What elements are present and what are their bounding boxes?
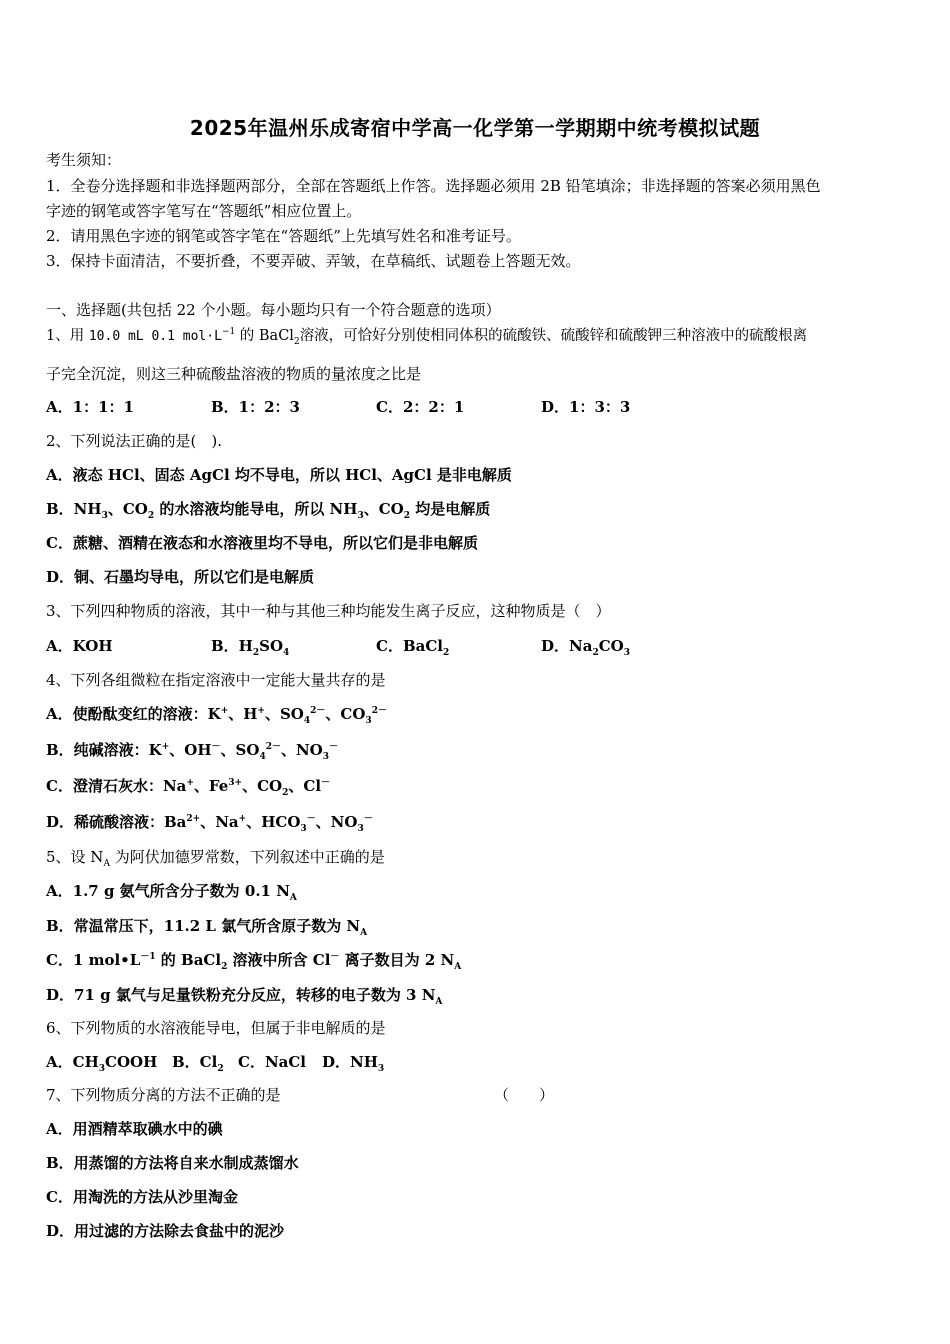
q3-b-text-2: SO [259,637,284,655]
q2-stem: 2、下列说法正确的是( ). [46,432,223,450]
q5-d-text-1: D．71 g 氯气与足量铁粉充分反应，转移的电子数为 3 N [46,986,436,1004]
q6-option-c: C．NaCl [238,1053,307,1071]
q2-b-text-3: 的水溶液均能导电，所以 NH [154,500,358,518]
q4-option-c [46,776,330,796]
q5-c-sup-1: －1 [140,952,156,962]
q5-stem-sub-1: A [103,859,110,869]
q4-b-sup-4: － [329,742,339,752]
section-heading: 一、选择题(共包括 22 个小题。每小题均只有一个符合题意的选项） [46,301,501,319]
notice-item-1b: 字迹的钢笔或答字笔写在“答题纸”相应位置上。 [46,202,362,220]
q7-option-a: A．用酒精萃取碘水中的碘 [46,1120,223,1138]
q4-d-text-1: D．稀硫酸溶液：Ba [46,813,187,831]
q7-option-b: B．用蒸馏的方法将自来水制成蒸馏水 [46,1154,299,1172]
q4-stem: 4、下列各组微粒在指定溶液中一定能大量共存的是 [46,671,386,689]
notice-item-1a: 1．全卷分选择题和非选择题两部分，全部在答题纸上作答。选择题必须用 2B 铅笔填涂；非选择题的答案必须用黑色 [46,177,821,195]
q4-a-sub-4: 3 [365,716,372,726]
q5-b-sub-1: A [360,928,368,938]
q2-option-a: A．液态 HCl、固态 AgCl 均不导电，所以 HCl、AgCl 是非电解质 [46,466,512,484]
q4-a-sup-1: + [220,706,229,716]
q4-d-sup-2: + [238,814,247,824]
q4-a-text-2: 、H [228,705,258,723]
q4-a-sub-3: 4 [303,716,311,726]
q4-b-sup-3: 2－ [265,742,281,752]
notice-item-3: 3．保持卡面清洁，不要折叠，不要弄破、弄皱，在草稿纸、试题卷上答题无效。 [46,252,581,270]
q6-a-text-2: COOH [105,1053,158,1071]
q4-d-sub-4: 3 [357,824,364,834]
q3-option-a: A．KOH [46,637,113,655]
q3-d-text-1: D．Na [541,637,593,655]
q4-b-text-2: 、OH [169,741,212,759]
q4-c-sub-3: 2 [282,788,289,798]
q4-a-sup-2: + [257,706,265,716]
q1-pre: 1、用 [46,328,89,344]
q1-amount: 10.0 mL 0.1 mol·L [88,329,222,344]
q3-option-b [211,636,289,656]
q1-post: 溶液，可恰好分别使相同体积的硫酸铁、硫酸锌和硫酸钾三种溶液中的硫酸根离 [299,328,808,344]
q3-b-sub-1: 2 [252,648,260,658]
q4-c-text-1: C．澄清石灰水：Na [46,777,187,795]
q2-b-text-1: B．NH [46,500,102,518]
q5-option-d [46,985,442,1005]
q3-d-text-2: CO [598,637,624,655]
q3-option-d [541,636,630,656]
q2-option-d: D．铜、石墨均导电，所以它们是电解质 [46,568,315,586]
q5-c-text-2: 的 BaCl [155,951,222,969]
q5-a-text-1: A．1.7 g 氨气所含分子数为 0.1 N [46,882,290,900]
q4-b-text-1: B．纯碱溶液：K [46,741,162,759]
q1-stem [46,326,807,347]
q1-stem-line2: 子完全沉淀，则这三种硫酸盐溶液的物质的量浓度之比是 [46,365,422,383]
q6-a-text-1: A．CH [46,1053,99,1071]
q4-a-text-4: 、CO [325,705,366,723]
q5-stem-text-2: 为阿伏加德罗常数，下列叙述中正确的是 [109,848,385,866]
q6-option-b [172,1052,224,1072]
q3-c-sub-1: 2 [442,648,450,658]
q5-stem-text-1: 5、设 N [46,848,104,866]
page-title: 2025年温州乐成寄宿中学高一化学第一学期期中统考模拟试题 [189,116,761,140]
q7-option-d: D．用过滤的方法除去食盐中的泥沙 [46,1222,285,1240]
q4-b-sub-4: 3 [322,752,330,762]
q1-option-d: D．1：3：3 [541,398,631,416]
q5-c-text-4: 离子数目为 2 N [339,951,455,969]
q4-b-sup-1: + [161,742,170,752]
q1-exp: −1 [221,327,236,338]
q4-b-sub-3: 4 [259,752,266,762]
q6-d-sub-1: 3 [377,1064,385,1074]
q6-b-sub-1: 2 [217,1064,224,1074]
q4-b-text-4: 、NO [280,741,323,759]
q6-b-text-1: B．Cl [172,1053,218,1071]
q4-d-sub-3: 3 [300,824,307,834]
q4-d-text-4: 、NO [315,813,358,831]
q4-d-sup-1: 2+ [186,814,201,824]
notice-item-2: 2．请用黑色字迹的钢笔或答字笔在“答题纸”上先填写姓名和准考证号。 [46,227,521,245]
q4-a-sup-3: 2－ [310,706,326,716]
q5-c-text-3: 溶液中所含 Cl [227,951,331,969]
q2-option-c: C．蔗糖、酒精在液态和水溶液里均不导电，所以它们是非电解质 [46,534,478,552]
q6-a-sub-1: 3 [98,1064,106,1074]
q5-option-a [46,881,297,901]
q4-b-text-3: 、SO [220,741,260,759]
q2-b-sub-2: 2 [147,511,155,521]
q2-option-b [46,499,490,519]
q6-stem: 6、下列物质的水溶液能导电，但属于非电解质的是 [46,1019,386,1037]
q1-option-b: B．1：2：3 [211,398,300,416]
q5-stem [46,847,385,867]
q5-option-c [46,950,461,970]
q1-option-a: A．1：1：1 [46,398,134,416]
q5-d-sub-1: A [435,997,443,1007]
q3-b-sub-2: 4 [283,648,290,658]
q4-c-sup-2: 3+ [228,778,243,788]
q2-b-text-2: 、CO [107,500,148,518]
q3-d-sub-1: 2 [592,648,599,658]
q1-mid: 的 BaCl [235,328,294,344]
q4-a-sup-4: 2－ [371,706,387,716]
q4-d-text-2: 、Na [200,813,239,831]
q5-a-sub-1: A [289,893,297,903]
q4-d-text-3: 、HCO [246,813,301,831]
q4-a-text-3: 、SO [264,705,304,723]
q7-option-c: C．用淘洗的方法从沙里淘金 [46,1188,238,1206]
q7-answer-paren: （ ） [494,1086,555,1104]
q6-option-a [46,1052,157,1072]
q3-d-sub-2: 3 [623,648,630,658]
q5-c-sup-3: － [330,952,340,962]
q6-option-d [322,1052,384,1072]
q5-b-text-1: B．常温常压下，11.2 L 氯气所含原子数为 N [46,917,361,935]
q4-c-text-4: 、Cl [288,777,322,795]
q5-c-sub-4: A [454,962,462,972]
q4-option-a [46,704,387,724]
q3-b-text-1: B．H [211,637,253,655]
q4-c-sup-4: － [321,778,331,788]
q1-option-c: C．2：2：1 [376,398,465,416]
q2-b-sub-1: 3 [101,511,108,521]
q3-option-c [376,636,449,656]
notice-heading: 考生须知： [46,151,122,169]
q3-c-text-1: C．BaCl [376,637,443,655]
q4-c-sup-1: + [186,778,194,788]
q4-a-text-1: A．使酚酞变红的溶液：K [46,705,221,723]
q5-c-sub-2: 2 [221,962,228,972]
q4-c-text-3: 、CO [242,777,283,795]
q2-b-sub-4: 2 [403,511,410,521]
q4-option-d [46,812,373,832]
q6-d-text-1: D．NH [322,1053,378,1071]
q5-option-b [46,916,367,936]
q4-d-sup-4: － [363,814,373,824]
q2-b-text-5: 均是电解质 [410,500,491,518]
q7-stem: 7、下列物质分离的方法不正确的是 [46,1086,281,1104]
q3-stem: 3、下列四种物质的溶液，其中一种与其他三种均能发生离子反应，这种物质是（ ） [46,602,611,620]
q1-sub: 2 [293,336,300,347]
q2-b-sub-3: 3 [357,511,364,521]
q4-b-sup-2: － [211,742,221,752]
q4-option-b [46,740,338,760]
q4-d-sup-3: － [306,814,316,824]
q5-c-text-1: C．1 mol•L [46,951,141,969]
q4-c-text-2: 、Fe [193,777,229,795]
q2-b-text-4: 、CO [363,500,404,518]
